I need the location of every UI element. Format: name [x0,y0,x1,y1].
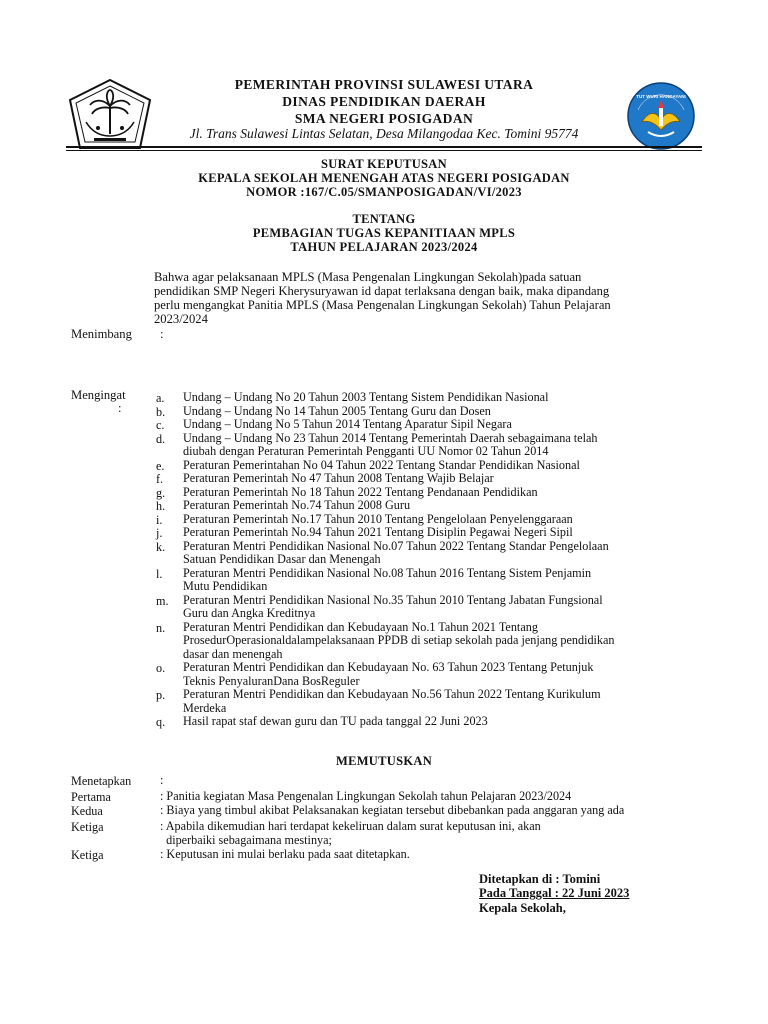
mengingat-item-line: ProsedurOperasionaldalampelaksanaan PPDB di setiap sekolah pada jenjang pendidikan [183,633,615,647]
kop-province: PEMERINTAH PROVINSI SULAWESI UTARA [234,77,534,92]
mengingat-item-letter: c. [156,418,165,432]
mengingat-item [183,391,693,405]
memutuskan-row-line: : Keputusan ini mulai berlaku pada saat ditetapkan. [160,847,410,861]
mengingat-label: Mengingat [71,388,126,402]
mengingat-item-line: Peraturan Pemerintah No 18 Tahun 2022 Tentang Pendanaan Pendidikan [183,484,538,499]
mengingat-item [183,472,693,486]
memutuskan-row-line: : Biaya yang timbul akibat Pelaksanakan kegiatan tersebut dibebankan pada anggaran yang ada [160,803,625,817]
memutuskan-row-line: : Apabila dikemudian hari terdapat kekeliruan dalam surat keputusan ini, akan [160,819,541,833]
memutuskan-row-label: Kedua [71,804,103,818]
logo-caption: TUT WURI HANDAYANI [636,94,686,99]
memutuskan-row-label: Pertama [71,790,111,804]
mengingat-item [183,418,693,432]
mengingat-item-line: Peraturan Mentri Pendidikan Nasional No.07 Tahun 2022 Tentang Standar Pengelolaan [183,538,609,553]
kop-divider-thick [66,146,702,148]
doc-number: NOMOR :167/C.05/SMANPOSIGADAN/VI/2023 [246,185,522,199]
memutuskan-row-label: Ketiga [71,848,104,862]
mengingat-item [183,688,693,715]
doc-issuer: KEPALA SEKOLAH MENENGAH ATAS NEGERI POSIGADAN [198,171,570,185]
mengingat-item [183,499,693,513]
mengingat-item-letter: b. [156,404,166,419]
mengingat-item-letter: k. [156,539,166,554]
mengingat-item-line: Peraturan Pemerintah No.17 Tahun 2010 Tentang Pengelolaan Penyelenggaraan [183,511,573,526]
mengingat-item-line: Hasil rapat staf dewan guru dan TU pada tanggal 22 Juni 2023 [183,714,488,728]
mengingat-item-letter: h. [156,499,166,513]
mengingat-item-letter: f. [156,472,164,486]
mengingat-item-letter: j. [156,526,163,540]
paragraph-line: perlu mengangkat Panitia MPLS (Masa Pengenalan Lingkungan Sekolah) Tahun Pelajaran [154,298,611,312]
menimbang-paragraph [154,270,674,326]
mengingat-item [183,621,693,662]
mengingat-item-line: Peraturan Mentri Pendidikan dan Kebudayaan No. 63 Tahun 2023 Tentang Petunjuk [183,660,594,674]
mengingat-item [183,594,693,621]
memutuskan-row-line: : [160,773,164,787]
mengingat-item-letter: l. [156,566,163,581]
mengingat-item-line: diubah dengan Peraturan Pemerintah Pengganti UU Nomor 02 Tahun 2014 [183,444,549,458]
mengingat-item [183,661,693,688]
mengingat-item-letter: m. [156,593,169,608]
mengingat-item-line: Peraturan Pemerintahan No 04 Tahun 2022 Tentang Standar Pendidikan Nasional [183,457,580,472]
paragraph-line: pendidikan SMP Negeri Kherysuryawan id dapat terlaksana dengan baik, maka dipandang [154,284,610,298]
doc-year: TAHUN PELAJARAN 2023/2024 [290,240,478,254]
kop-divider-thin [66,150,702,151]
mengingat-item-line: Merdeka [183,700,227,715]
mengingat-item-line: Mutu Pendidikan [183,579,268,593]
mengingat-item-line: Peraturan Pemerintah No 47 Tahun 2008 Tentang Wajib Belajar [183,471,494,485]
memutuskan-heading: MEMUTUSKAN [335,754,433,768]
paragraph-line: Bahwa agar pelaksanaan MPLS (Masa Pengenalan Lingkungan Sekolah)pada satuan [154,270,582,284]
memutuskan-row-label: Ketiga [71,820,104,834]
signature-place: Ditetapkan di : Tomini [479,872,601,886]
mengingat-item-line: Peraturan Mentri Pendidikan dan Kebudayaan No.56 Tahun 2022 Tentang Kurikulum [183,687,601,701]
kop-school: SMA NEGERI POSIGADAN [294,111,474,126]
mengingat-item-line: Peraturan Mentri Pendidikan Nasional No.08 Tahun 2016 Tentang Sistem Penjamin [183,565,592,580]
mengingat-item [183,459,693,473]
mengingat-item-line: Teknis PenyaluranDana BosReguler [183,673,360,688]
mengingat-item [183,432,693,459]
mengingat-item [183,540,693,567]
mengingat-item [183,567,693,594]
menimbang-colon: : [160,327,164,341]
memutuskan-row-value [160,820,720,847]
menimbang-label: Menimbang [71,327,132,341]
memutuskan-row-value [160,790,720,804]
mengingat-colon: : [118,401,122,415]
mengingat-item [183,526,693,540]
memutuskan-row-line: diperbaiki sebagaimana mestinya; [160,832,332,847]
mengingat-item-letter: n. [156,620,166,635]
memutuskan-row-line: : Panitia kegiatan Masa Pengenalan Lingkungan Sekolah tahun Pelajaran 2023/2024 [160,789,572,803]
mengingat-item [183,486,693,500]
signature-date: Pada Tanggal : 22 Juni 2023 [479,886,630,900]
mengingat-item-letter: g. [156,485,166,500]
memutuskan-row-value [160,774,720,788]
memutuskan-row-label: Menetapkan [71,774,132,788]
mengingat-item-letter: e. [156,458,165,473]
mengingat-item-letter: p. [156,688,166,702]
mengingat-item-letter: q. [156,715,166,729]
mengingat-item-line: Undang – Undang No 23 Tahun 2014 Tentang Pemerintah Daerah sebagaimana telah [183,430,598,445]
mengingat-item-letter: o. [156,661,166,675]
mengingat-item-letter: a. [156,391,165,405]
mengingat-item-line: Peraturan Pemerintah No.74 Tahun 2008 Guru [183,498,411,512]
signature-role: Kepala Sekolah, [479,901,566,915]
mengingat-item-letter: d. [156,431,166,446]
mengingat-item [183,405,693,419]
mengingat-item-line: Peraturan Mentri Pendidikan dan Kebudayaan No.1 Tahun 2021 Tentang [183,619,538,634]
mengingat-item-line: Undang – Undang No 14 Tahun 2005 Tentang Guru dan Dosen [183,403,491,418]
mengingat-item [183,715,693,729]
mengingat-item-line: Peraturan Pemerintah No.94 Tahun 2021 Tentang Disiplin Pegawai Negeri Sipil [183,525,573,539]
mengingat-item-line: Peraturan Mentri Pendidikan Nasional No.35 Tahun 2010 Tentang Jabatan Fungsional [183,592,603,607]
paragraph-line: 2023/2024 [154,312,208,326]
mengingat-item [183,513,693,527]
memutuskan-row-value [160,804,720,818]
mengingat-item-line: Satuan Pendidikan Dasar dan Menengah [183,552,381,566]
mengingat-item-line: Undang – Undang No 20 Tahun 2003 Tentang Sistem Pendidikan Nasional [183,390,549,404]
memutuskan-row-value [160,848,720,862]
kop-department: DINAS PENDIDIKAN DAERAH [282,94,486,109]
mengingat-item-letter: i. [156,512,163,527]
doc-title: SURAT KEPUTUSAN [321,157,447,171]
mengingat-item-line: Guru dan Angka Kreditnya [183,606,316,620]
doc-tentang: TENTANG [352,212,416,226]
doc-subject: PEMBAGIAN TUGAS KEPANITIAAN MPLS [252,226,516,240]
mengingat-item-line: dasar dan menengah [183,646,283,661]
mengingat-item-line: Undang – Undang No 5 Tahun 2014 Tentang Aparatur Sipil Negara [183,417,512,431]
kop-address: Jl. Trans Sulawesi Lintas Selatan, Desa Milangodaa Kec. Tomini 95774 [189,126,579,141]
